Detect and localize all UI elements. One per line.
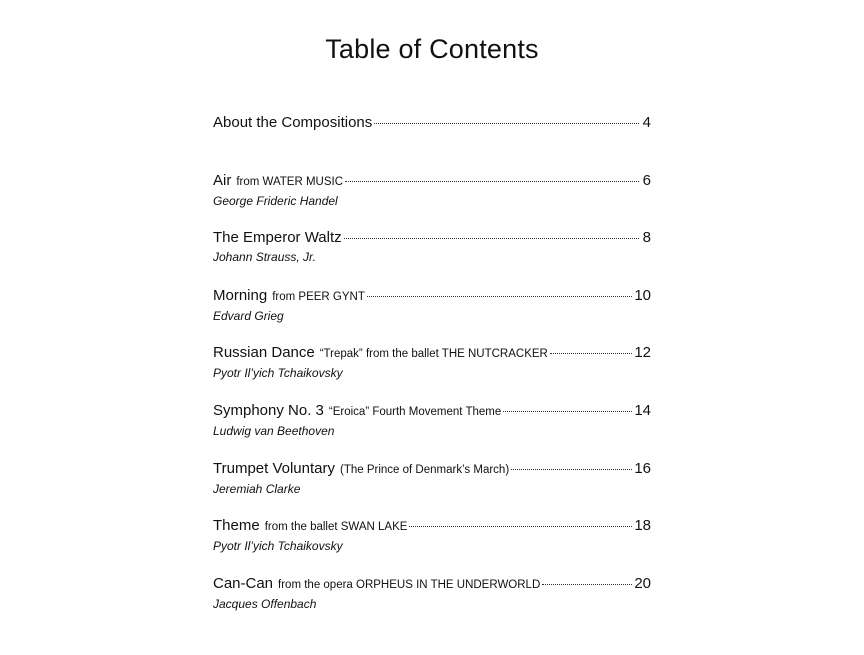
composer-name: Jeremiah Clarke [213, 481, 301, 496]
toc-entry-line [213, 573, 651, 596]
entry-title: Can-Can [213, 574, 274, 592]
dot-leader [374, 123, 639, 124]
composer-name: Jacques Offenbach [213, 596, 317, 611]
toc-entry-line [213, 285, 651, 308]
toc-entry-air [213, 170, 651, 228]
composer-name: Pyotr Il’yich Tchaikovsky [213, 539, 343, 554]
toc-entry-line [213, 112, 651, 134]
table-of-contents [213, 112, 651, 630]
page-number: 10 [634, 286, 651, 304]
entry-subtitle: from PEER GYNT [272, 290, 365, 303]
dot-leader [511, 469, 632, 470]
composer-name: Pyotr Il’yich Tchaikovsky [213, 366, 343, 381]
dot-leader [345, 181, 639, 182]
page-number: 8 [642, 229, 651, 247]
entry-title: Theme [213, 517, 260, 535]
page-number: 4 [642, 114, 651, 131]
entry-title: Russian Dance [213, 344, 315, 362]
page-number: 16 [634, 459, 651, 477]
entry-subtitle: from WATER MUSIC [236, 175, 344, 188]
entry-subtitle: (The Prince of Denmark’s March) [340, 463, 510, 476]
dot-leader [409, 526, 632, 527]
toc-entry-line [213, 342, 651, 365]
entry-title: About the Compositions [213, 114, 373, 131]
toc-entry-about [213, 112, 651, 170]
entry-title: Symphony No. 3 [213, 401, 324, 419]
toc-entry-morning [213, 285, 651, 343]
toc-entry-line [213, 170, 651, 193]
entry-title: Trumpet Voluntary [213, 459, 335, 477]
page-number: 6 [642, 171, 651, 189]
toc-entry-russian-dance [213, 342, 651, 400]
toc-entry-symphony-3 [213, 400, 651, 458]
toc-entry-trumpet-voluntary [213, 458, 651, 516]
toc-entry-line [213, 458, 651, 481]
toc-entry-line [213, 400, 651, 423]
dot-leader [367, 296, 632, 297]
toc-entry-can-can [213, 573, 651, 631]
toc-entry-line [213, 515, 651, 538]
entry-subtitle: “Eroica” Fourth Movement Theme [328, 405, 502, 418]
entry-subtitle: “Trepak” from the ballet THE NUTCRACKER [319, 348, 548, 361]
entry-title: Air [213, 171, 232, 189]
entry-title: Morning [213, 286, 268, 304]
page-number: 20 [634, 574, 651, 592]
composer-name: Edvard Grieg [213, 308, 284, 323]
page-number: 12 [634, 344, 651, 362]
composer-name: Ludwig van Beethoven [213, 423, 335, 438]
dot-leader [550, 353, 632, 354]
toc-entry-line [213, 227, 651, 249]
dot-leader [542, 584, 632, 585]
composer-name: George Frideric Handel [213, 193, 338, 208]
entry-subtitle: from the opera ORPHEUS IN THE UNDERWORLD [278, 578, 541, 591]
entry-title: The Emperor Waltz [213, 229, 342, 247]
page-title: Table of Contents [325, 34, 539, 64]
page-number: 18 [634, 517, 651, 535]
dot-leader [344, 238, 639, 239]
toc-entry-swan-lake [213, 515, 651, 573]
composer-name: Johann Strauss, Jr. [213, 250, 316, 265]
page-number: 14 [634, 401, 651, 419]
entry-subtitle: from the ballet SWAN LAKE [264, 521, 408, 534]
dot-leader [503, 411, 632, 412]
toc-entry-emperor-waltz [213, 227, 651, 285]
